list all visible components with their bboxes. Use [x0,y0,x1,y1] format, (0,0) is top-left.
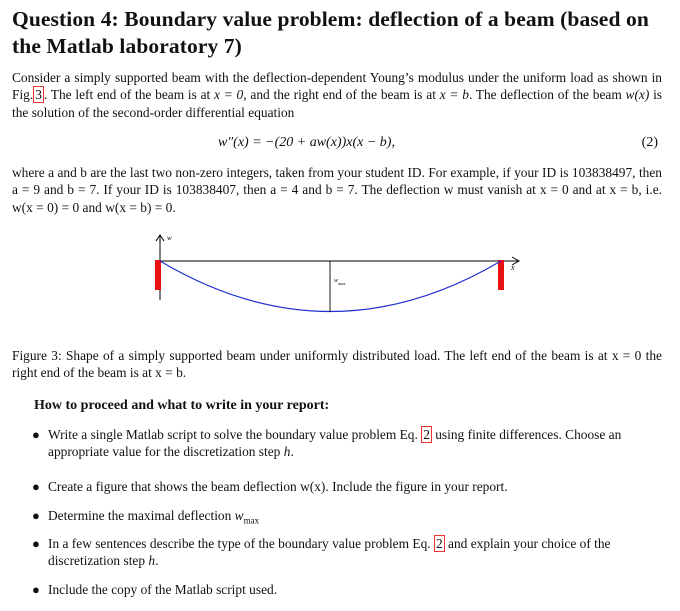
list-item [30,507,678,530]
intro-text-3: , and the right end of the beam is at [243,87,440,103]
wmax-label [334,278,346,286]
b4-end: . [155,553,159,568]
intro-x0: x = 0 [214,87,244,103]
x-axis-label: x [511,263,515,272]
b5-text: Include the copy of the Matlab script used. [48,582,278,597]
right-support [498,260,504,290]
left-support [155,260,161,290]
intro-text-5: is the solution of the second-order differential equation [12,87,663,120]
figure-reference-link[interactable]: 3 [35,87,42,103]
b1-text-1: Write a single Matlab script to solve the boundary value problem Eq. [48,427,422,442]
b3-text: Determine the maximal deflection [48,508,235,523]
b1-h: h [283,444,291,459]
equation-number: (2) [641,135,658,150]
explanation-paragraph: where a and b are the last two non-zero integers, taken from your student ID. For example, if your ID is 103838497, then a = 9 and b = 7. If your ID is 103838407, then a = 4 and b = 7. The deflection w must vanish at x = 0 and at x = b, i.e. w(x = 0) = 0 and w(x = b) = 0. [12,165,662,215]
question-title: Question 4: Boundary value problem: deflection of a beam (based on the Matlab laboratory 7) [12,7,649,58]
intro-xb: x = b [439,87,469,103]
b4-text-2: and explain your choice of the discretization step [48,536,611,568]
figure-caption: Figure 3: Shape of a simply supported beam under uniformly distributed load. The left end of the beam is at x = 0 the right end of the beam is at x = b. [12,348,662,381]
beam-figure [140,228,540,318]
list-item [30,478,678,495]
b3-sub: max [243,515,260,526]
wmax-letter: w [334,278,339,284]
wmax-subscript: max [338,281,346,286]
b1-end: . [290,444,294,459]
bullet-icon: ● [32,536,40,551]
list-item [30,581,678,598]
b2-text: Create a figure that shows the beam deflection w(x). Include the figure in your report. [48,479,508,494]
bullet-icon: ● [32,582,40,597]
howto-heading: How to proceed and what to write in your report: [34,398,330,413]
equation-2 [0,133,680,153]
bullet-icon: ● [32,508,40,523]
equation-formula: w″(x) = −(20 + aw(x))x(x − b), [218,135,395,150]
w-axis-label: w [167,234,172,242]
intro-text-1: Consider a simply supported beam with the deflection-dependent Young’s modulus under the uniform load as shown in Fig. [12,70,662,103]
intro-wx: w(x) [625,87,650,103]
b1-text-2: using finite differences. Choose an appropriate value for the discretization step [48,427,622,459]
b3-w: w [234,508,244,523]
b4-text-1: In a few sentences describe the type of the boundary value problem Eq. [48,536,434,551]
equation-reference-link[interactable]: 2 [423,427,430,442]
bullet-icon: ● [32,427,40,442]
list-item [30,535,678,569]
intro-text-2: . The left end of the beam is at [43,87,215,103]
intro-paragraph [12,69,662,121]
bullet-icon: ● [32,479,40,494]
equation-reference-link[interactable]: 2 [435,536,443,551]
deflection-curve [160,261,501,312]
list-item [30,426,678,460]
intro-text-4: . The deflection of the beam [468,87,626,103]
b4-h: h [148,553,156,568]
